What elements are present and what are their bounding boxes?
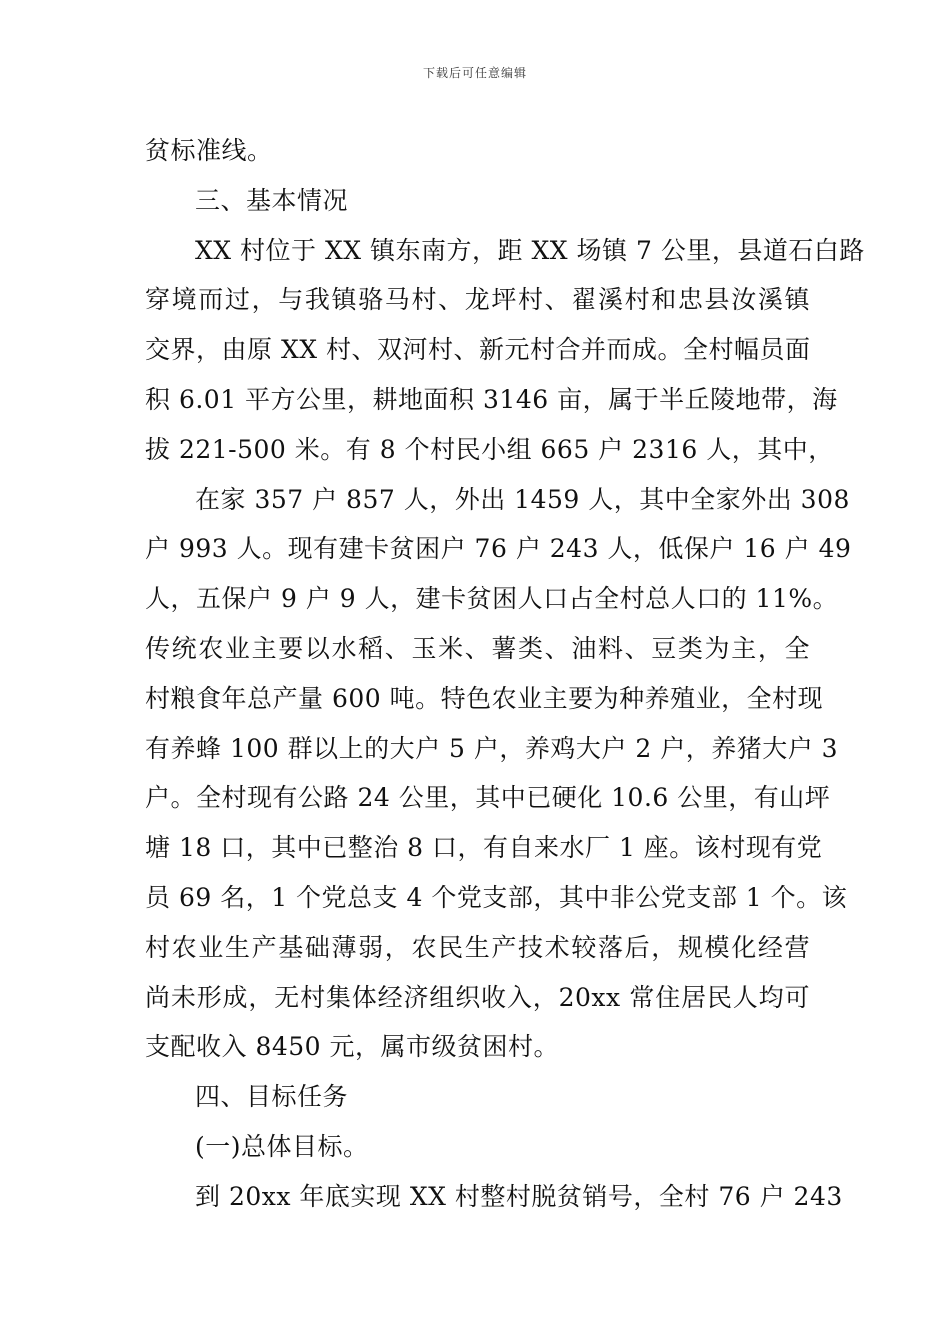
text-line: 贫标准线。: [145, 136, 273, 165]
section-heading: 四、目标任务: [195, 1082, 349, 1112]
text-line: 传统农业主要以水稻、玉米、薯类、油料、豆类为主，全: [145, 633, 810, 663]
subsection-heading: (一)总体目标。: [195, 1131, 369, 1161]
text-line: 到 20xx 年底实现 XX 村整村脱贫销号，全村 76 户 243: [195, 1181, 843, 1211]
text-line: 积 6.01 平方公里，耕地面积 3146 亩，属于半丘陵地带，海: [145, 384, 838, 414]
text-line: 交界，由原 XX 村、双河村、新元村合并而成。全村幅员面: [145, 335, 811, 365]
text-line: 拔 221-500 米。有 8 个村民小组 665 户 2316 人，其中，: [145, 434, 834, 464]
document-body: [145, 126, 865, 1222]
text-line: 尚未形成，无村集体经济组织收入，20xx 常住居民人均可: [145, 982, 810, 1012]
text-line: 人，五保户 9 户 9 人，建卡贫困人口占全村总人口的 11%。: [145, 584, 839, 614]
page-header: 下载后可任意编辑: [422, 66, 527, 80]
text-line: 塘 18 口，其中已整治 8 口，有自来水厂 1 座。该村现有党: [145, 833, 823, 863]
text-line: 村农业生产基础薄弱，农民生产技术较落后，规模化经营: [145, 932, 810, 962]
text-line: 有养蜂 100 群以上的大户 5 户，养鸡大户 2 户，养猪大户 3: [145, 733, 839, 763]
text-line: 在家 357 户 857 人，外出 1459 人，其中全家外出 308: [195, 484, 850, 514]
text-line: XX 村位于 XX 镇东南方，距 XX 场镇 7 公里，县道石白路: [195, 235, 865, 265]
section-heading: 三、基本情况: [195, 185, 349, 215]
text-line: 员 69 名，1 个党总支 4 个党支部，其中非公党支部 1 个。该: [145, 882, 848, 912]
text-line: 支配收入 8450 元，属市级贫困村。: [145, 1032, 560, 1062]
text-line: 户。全村现有公路 24 公里，其中已硬化 10.6 公里，有山坪: [145, 783, 831, 813]
text-line: 村粮食年总产量 600 吨。特色农业主要为种养殖业，全村现: [145, 683, 824, 713]
text-line: 穿境而过，与我镇骆马村、龙坪村、翟溪村和忠县汝溪镇: [145, 285, 810, 315]
text-line: 户 993 人。现有建卡贫困户 76 户 243 人，低保户 16 户 49: [145, 534, 852, 564]
